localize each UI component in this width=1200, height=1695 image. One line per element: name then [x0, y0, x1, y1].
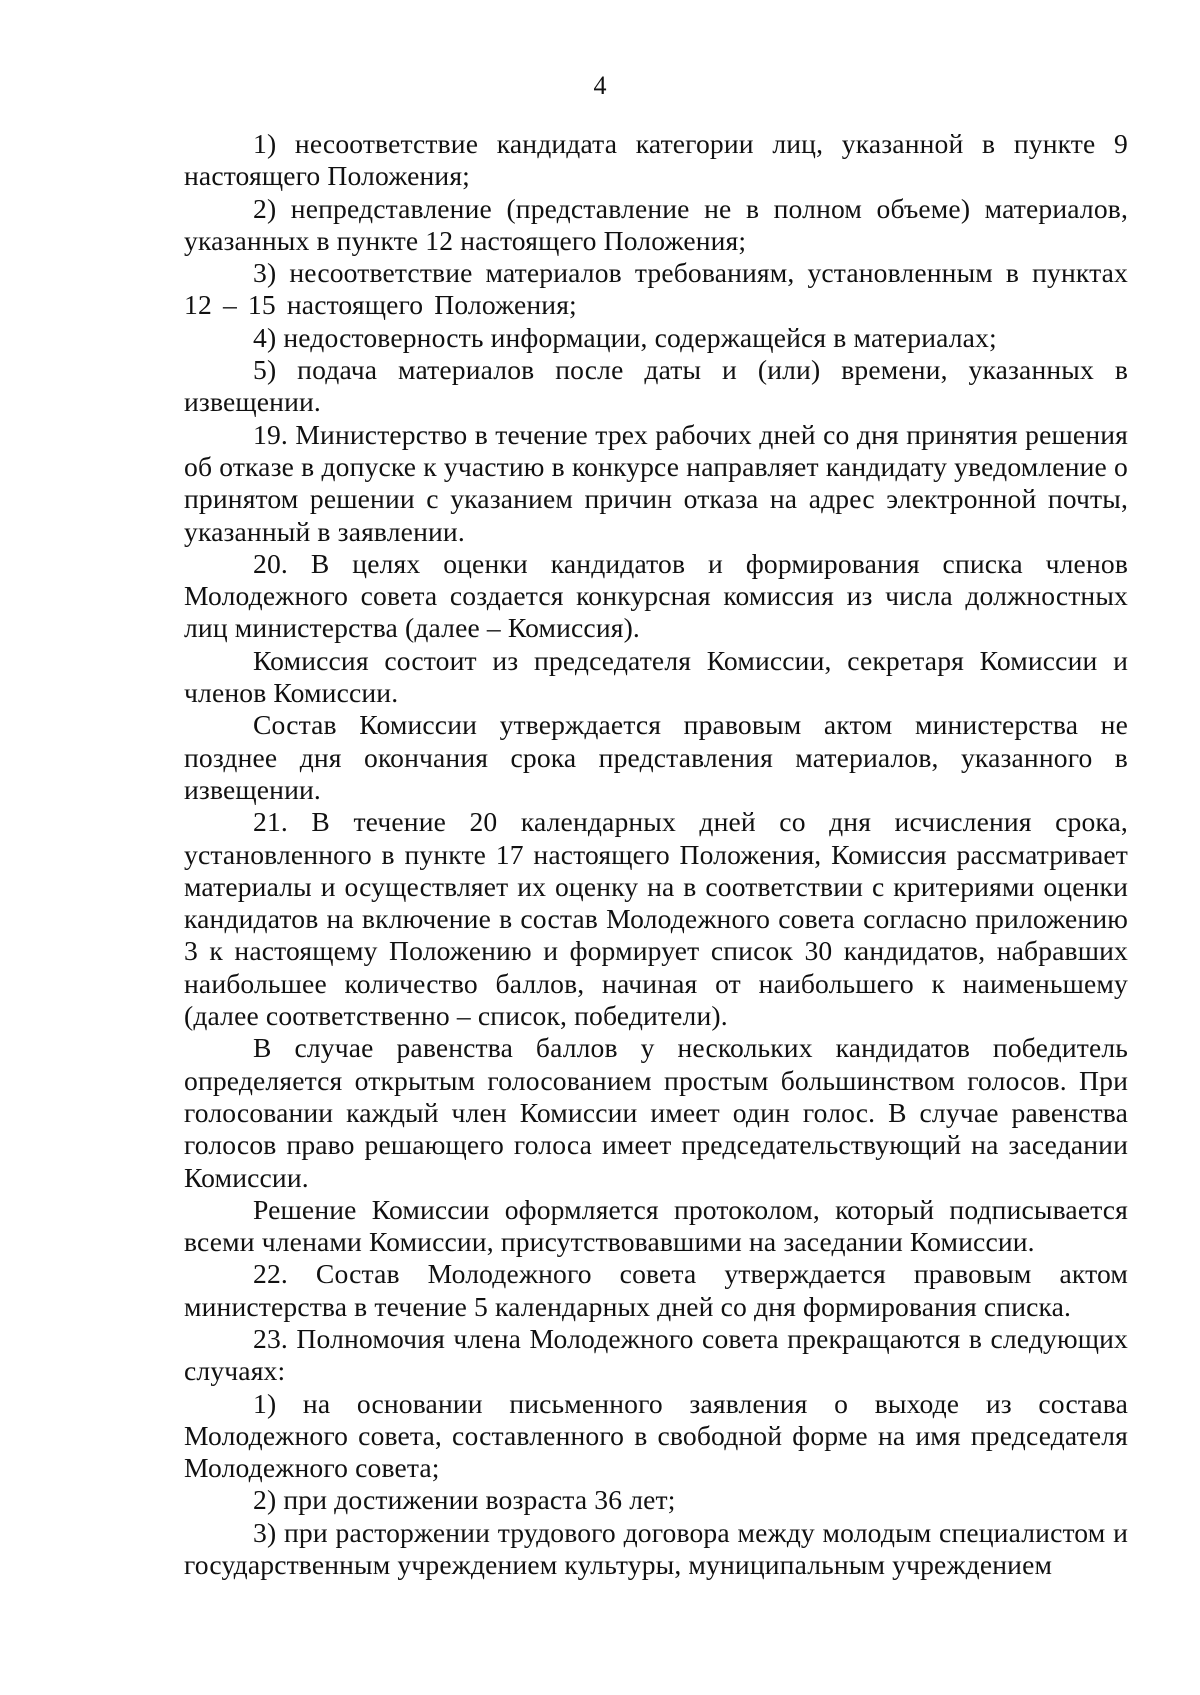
paragraph-item-5: 5) подача материалов после даты и (или) времени, указанных в извещении.	[184, 354, 1128, 418]
paragraph-commission-composition: Комиссия состоит из председателя Комиссии, секретаря Комиссии и членов Комиссии.	[184, 644, 1128, 709]
paragraph-termination-item-1: 1) на основании письменного заявления о выходе из состава Молодежного совета, составленного в свободной форме на имя председателя Молодежного совета;	[184, 1387, 1128, 1484]
paragraph-termination-item-2: 2) при достижении возраста 36 лет;	[253, 1484, 676, 1516]
paragraph-equal-scores: В случае равенства баллов у нескольких кандидатов победитель определяется открытым голосованием простым большинством голосов. При голосовании каждый член Комиссии имеет один голос. В случае равенства голосов право решающего голоса имеет председательствующий на заседании Комиссии.	[184, 1032, 1128, 1193]
paragraph-22: 22. Состав Молодежного совета утверждается правовым актом министерства в течение 5 календарных дней со дня формирования списка.	[184, 1258, 1128, 1322]
paragraph-20: 20. В целях оценки кандидатов и формирования списка членов Молодежного совета создается конкурсная комиссия из числа должностных лиц министерства (далее – Комиссия).	[184, 547, 1128, 644]
paragraph-termination-item-3: 3) при расторжении трудового договора между молодым специалистом и государственным учреждением культуры, муниципальным учреждением	[184, 1516, 1128, 1581]
paragraph-21: 21. В течение 20 календарных дней со дня исчисления срока, установленного в пункте 17 настоящего Положения, Комиссия рассматривает материалы и осуществляет их оценку на в соответствии с критериями оценки кандидатов на включение в состав Молодежного совета согласно приложению 3 к настоящему Положению и формирует список 30 кандидатов, набравших наибольшее количество баллов, начиная от наибольшего к наименьшему (далее соответственно – список, победители).	[184, 806, 1128, 1032]
paragraph-commission-approval: Состав Комиссии утверждается правовым актом министерства не позднее дня окончания срока представления материалов, указанного в извещении.	[184, 709, 1128, 805]
paragraph-item-1: 1) несоответствие кандидата категории лиц, указанной в пункте 9 настоящего Положения;	[184, 128, 1128, 192]
document-body	[184, 128, 1128, 1581]
paragraph-item-3: 3) несоответствие материалов требованиям, установленным в пунктах 12 – 15 настоящего Положения;	[184, 257, 1128, 321]
paragraph-protocol: Решение Комиссии оформляется протоколом, который подписывается всеми членами Комиссии, присутствовавшими на заседании Комиссии.	[184, 1193, 1128, 1258]
paragraph-item-4: 4) недостоверность информации, содержащейся в материалах;	[253, 321, 997, 353]
paragraph-19: 19. Министерство в течение трех рабочих дней со дня принятия решения об отказе в допуске к участию в конкурсе направляет кандидату уведомление о принятом решении с указанием причин отказа на адрес электронной почты, указанный в заявлении.	[184, 418, 1128, 547]
page-number: 4	[593, 71, 607, 100]
paragraph-item-2: 2) непредставление (представление не в полном объеме) материалов, указанных в пункте 12 настоящего Положения;	[184, 192, 1128, 256]
paragraph-23: 23. Полномочия члена Молодежного совета прекращаются в следующих случаях:	[184, 1322, 1128, 1387]
